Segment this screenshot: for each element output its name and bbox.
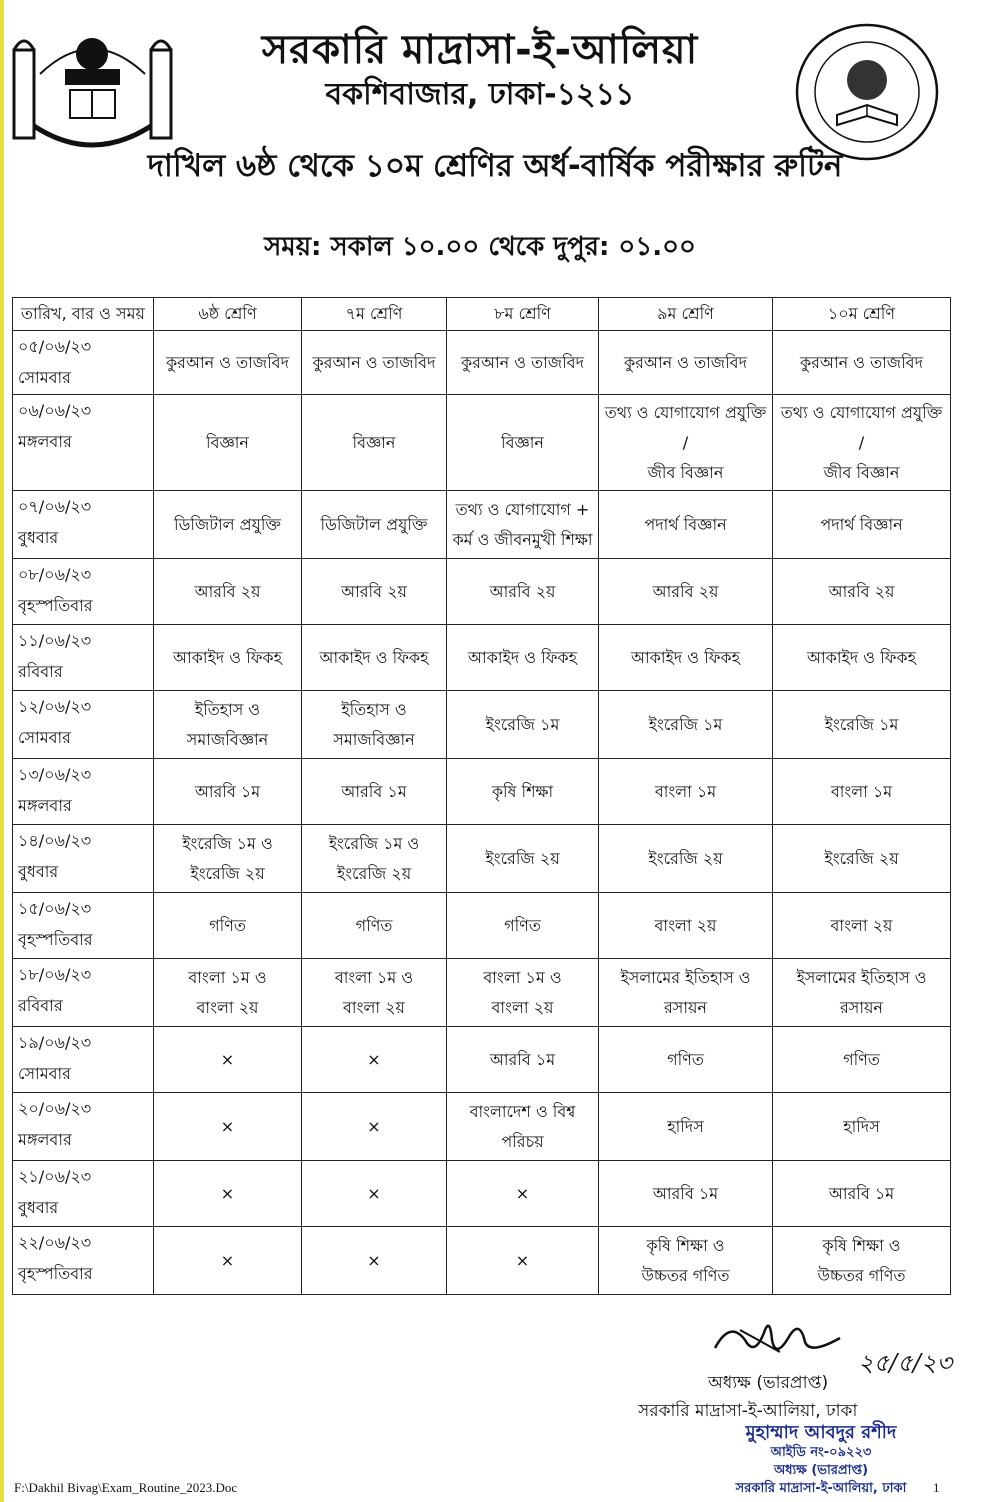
- exam-day: সোমবার: [18, 1064, 71, 1083]
- subject-cell-class-7: ×: [302, 1093, 447, 1161]
- subject-cell-class-9: পদার্থ বিজ্ঞান: [599, 491, 773, 559]
- subject-cell-class-6: ইংরেজি ১ম ও ইংরেজি ২য়: [154, 825, 302, 893]
- exam-day: মঙ্গলবার: [18, 796, 72, 815]
- subject-cell-class-6: ×: [154, 1027, 302, 1093]
- table-row: [13, 691, 951, 759]
- subject-cell-class-10: কৃষি শিক্ষা ও উচ্চতর গণিত: [773, 1227, 951, 1295]
- exam-timing: সময়: সকাল ১০.০০ থেকে দুপুর: ০১.০০: [264, 232, 696, 262]
- subject-cell-class-8: বাংলাদেশ ও বিশ্ব পরিচয়: [447, 1093, 599, 1161]
- subject-cell-class-7: আকাইদ ও ফিকহ: [302, 625, 447, 691]
- subject-cell-class-6: আকাইদ ও ফিকহ: [154, 625, 302, 691]
- exam-day: বুধবার: [18, 528, 59, 547]
- date-cell: [13, 1161, 154, 1227]
- exam-day: সোমবার: [18, 368, 71, 387]
- subject-cell-class-10: ইসলামের ইতিহাস ও রসায়ন: [773, 959, 951, 1027]
- subject-cell-class-7: ডিজিটাল প্রযুক্তি: [302, 491, 447, 559]
- subject-cell-class-10: হাদিস: [773, 1093, 951, 1161]
- subject-cell-class-10: আরবি ২য়: [773, 559, 951, 625]
- exam-day: বৃহস্পতিবার: [18, 596, 93, 615]
- signatory-institution: সরকারি মাদ্রাসা-ই-আলিয়া, ঢাকা: [638, 1401, 858, 1421]
- date-cell: [13, 559, 154, 625]
- exam-day: মঙ্গলবার: [18, 1130, 72, 1149]
- signature-date: ২৫/৫/২৩: [858, 1349, 953, 1377]
- subject-cell-class-8: আরবি ১ম: [447, 1027, 599, 1093]
- date-cell: [13, 825, 154, 893]
- institution-address: বকশিবাজার, ঢাকা-১২১১: [325, 77, 635, 112]
- subject-cell-class-10: ইংরেজি ২য়: [773, 825, 951, 893]
- table-header-row: [13, 298, 951, 331]
- date-cell: [13, 759, 154, 825]
- date-cell: [13, 893, 154, 959]
- date-cell: [13, 1227, 154, 1295]
- exam-day: রবিবার: [18, 662, 63, 681]
- exam-date: ০৫/০৬/২৩: [18, 337, 92, 356]
- date-cell: [13, 959, 154, 1027]
- page-number: 1: [933, 1480, 940, 1495]
- subject-cell-class-6: ×: [154, 1227, 302, 1295]
- exam-date: ১৩/০৬/২৩: [18, 765, 92, 784]
- subject-cell-class-6: ইতিহাস ও সমাজবিজ্ঞান: [154, 691, 302, 759]
- subject-cell-class-7: আরবি ১ম: [302, 759, 447, 825]
- exam-date: ২০/০৬/২৩: [18, 1099, 92, 1118]
- subject-cell-class-10: তথ্য ও যোগাযোগ প্রযুক্তি / জীব বিজ্ঞান: [773, 395, 951, 491]
- document-header: [0, 0, 986, 280]
- subject-cell-class-10: পদার্থ বিজ্ঞান: [773, 491, 951, 559]
- subject-cell-class-7: ×: [302, 1027, 447, 1093]
- subject-cell-class-8: ×: [447, 1161, 599, 1227]
- header-class-8: ৮ম শ্রেণি: [447, 298, 599, 331]
- signatory-role: অধ্যক্ষ (ভারপ্রাপ্ত): [708, 1373, 829, 1393]
- table-row: [13, 1093, 951, 1161]
- table-row: [13, 1227, 951, 1295]
- subject-cell-class-6: আরবি ১ম: [154, 759, 302, 825]
- subject-cell-class-9: ইংরেজি ১ম: [599, 691, 773, 759]
- subject-cell-class-8: আরবি ২য়: [447, 559, 599, 625]
- table-row: [13, 625, 951, 691]
- subject-cell-class-6: আরবি ২য়: [154, 559, 302, 625]
- subject-cell-class-8: গণিত: [447, 893, 599, 959]
- subject-cell-class-9: তথ্য ও যোগাযোগ প্রযুক্তি / জীব বিজ্ঞান: [599, 395, 773, 491]
- subject-cell-class-9: ইংরেজি ২য়: [599, 825, 773, 893]
- document-subject: দাখিল ৬ষ্ঠ থেকে ১০ম শ্রেণির অর্ধ-বার্ষিক পরীক্ষার রুটিন: [147, 148, 843, 184]
- stamp-role: অধ্যক্ষ (ভারপ্রাপ্ত): [773, 1463, 869, 1478]
- subject-cell-class-10: গণিত: [773, 1027, 951, 1093]
- subject-cell-class-9: আরবি ২য়: [599, 559, 773, 625]
- subject-cell-class-9: কৃষি শিক্ষা ও উচ্চতর গণিত: [599, 1227, 773, 1295]
- subject-cell-class-9: ইসলামের ইতিহাস ও রসায়ন: [599, 959, 773, 1027]
- subject-cell-class-10: ইংরেজি ১ম: [773, 691, 951, 759]
- subject-cell-class-6: ×: [154, 1093, 302, 1161]
- exam-day: বৃহস্পতিবার: [18, 930, 93, 949]
- table-row: [13, 759, 951, 825]
- subject-cell-class-8: ইংরেজি ১ম: [447, 691, 599, 759]
- table-row: [13, 559, 951, 625]
- subject-cell-class-8: বিজ্ঞান: [447, 395, 599, 491]
- subject-cell-class-9: কুরআন ও তাজবিদ: [599, 331, 773, 395]
- exam-day: বৃহস্পতিবার: [18, 1264, 93, 1283]
- subject-cell-class-10: কুরআন ও তাজবিদ: [773, 331, 951, 395]
- subject-cell-class-8: কুরআন ও তাজবিদ: [447, 331, 599, 395]
- subject-cell-class-7: গণিত: [302, 893, 447, 959]
- official-stamp: [696, 1422, 946, 1498]
- table-row: [13, 1161, 951, 1227]
- table-row: [13, 331, 951, 395]
- table-row: [13, 395, 951, 491]
- exam-date: ০৮/০৬/২৩: [18, 565, 92, 584]
- subject-cell-class-7: বিজ্ঞান: [302, 395, 447, 491]
- date-cell: [13, 1027, 154, 1093]
- subject-cell-class-7: কুরআন ও তাজবিদ: [302, 331, 447, 395]
- header-date: তারিখ, বার ও সময়: [13, 298, 154, 331]
- subject-cell-class-10: আকাইদ ও ফিকহ: [773, 625, 951, 691]
- exam-date: ২২/০৬/২৩: [18, 1233, 92, 1252]
- file-path: F:\Dakhil Bivag\Exam_Routine_2023.Doc: [14, 1480, 238, 1495]
- subject-cell-class-9: হাদিস: [599, 1093, 773, 1161]
- date-cell: [13, 1093, 154, 1161]
- subject-cell-class-7: আরবি ২য়: [302, 559, 447, 625]
- subject-cell-class-10: বাংলা ২য়: [773, 893, 951, 959]
- subject-cell-class-9: গণিত: [599, 1027, 773, 1093]
- date-cell: [13, 625, 154, 691]
- date-cell: [13, 395, 154, 491]
- date-cell: [13, 331, 154, 395]
- stamp-name: মুহাম্মাদ আবদুর রশীদ: [745, 1422, 897, 1443]
- subject-cell-class-6: ×: [154, 1161, 302, 1227]
- subject-cell-class-6: গণিত: [154, 893, 302, 959]
- exam-date: ২১/০৬/২৩: [18, 1167, 92, 1186]
- exam-day: রবিবার: [18, 996, 63, 1015]
- table-row: [13, 1027, 951, 1093]
- table-row: [13, 893, 951, 959]
- stamp-institution: সরকারি মাদ্রাসা-ই-আলিয়া, ঢাকা: [735, 1481, 907, 1496]
- header-class-9: ৯ম শ্রেণি: [599, 298, 773, 331]
- subject-cell-class-7: ×: [302, 1161, 447, 1227]
- exam-date: ১৪/০৬/২৩: [18, 831, 92, 850]
- subject-cell-class-9: বাংলা ২য়: [599, 893, 773, 959]
- date-cell: [13, 491, 154, 559]
- exam-date: ০৭/০৬/২৩: [18, 497, 92, 516]
- subject-cell-class-10: আরবি ১ম: [773, 1161, 951, 1227]
- subject-cell-class-7: বাংলা ১ম ও বাংলা ২য়: [302, 959, 447, 1027]
- subject-cell-class-9: আরবি ১ম: [599, 1161, 773, 1227]
- subject-cell-class-8: ×: [447, 1227, 599, 1295]
- table-row: [13, 491, 951, 559]
- exam-day: সোমবার: [18, 728, 71, 747]
- subject-cell-class-6: বিজ্ঞান: [154, 395, 302, 491]
- stamp-id: আইডি নং-০৯২২৩: [770, 1445, 872, 1460]
- subject-cell-class-6: ডিজিটাল প্রযুক্তি: [154, 491, 302, 559]
- subject-cell-class-10: বাংলা ১ম: [773, 759, 951, 825]
- signature-block: [600, 1310, 980, 1502]
- principal-signature: [710, 1310, 850, 1365]
- table-row: [13, 959, 951, 1027]
- subject-cell-class-8: ইংরেজি ২য়: [447, 825, 599, 893]
- subject-cell-class-8: কৃষি শিক্ষা: [447, 759, 599, 825]
- institution-name: সরকারি মাদ্রাসা-ই-আলিয়া: [261, 27, 699, 73]
- subject-cell-class-8: আকাইদ ও ফিকহ: [447, 625, 599, 691]
- subject-cell-class-6: কুরআন ও তাজবিদ: [154, 331, 302, 395]
- exam-date: ১২/০৬/২৩: [18, 697, 92, 716]
- exam-day: বুধবার: [18, 1198, 59, 1217]
- exam-date: ১৯/০৬/২৩: [18, 1033, 92, 1052]
- subject-cell-class-8: তথ্য ও যোগাযোগ + কর্ম ও জীবনমুখী শিক্ষা: [447, 491, 599, 559]
- date-cell: [13, 691, 154, 759]
- subject-cell-class-9: বাংলা ১ম: [599, 759, 773, 825]
- table-row: [13, 825, 951, 893]
- exam-day: মঙ্গলবার: [18, 432, 72, 451]
- exam-date: ১৫/০৬/২৩: [18, 899, 92, 918]
- header-class-10: ১০ম শ্রেণি: [773, 298, 951, 331]
- subject-cell-class-7: ইতিহাস ও সমাজবিজ্ঞান: [302, 691, 447, 759]
- exam-routine-table: [12, 297, 951, 1295]
- subject-cell-class-7: ইংরেজি ১ম ও ইংরেজি ২য়: [302, 825, 447, 893]
- header-class-7: ৭ম শ্রেণি: [302, 298, 447, 331]
- subject-cell-class-6: বাংলা ১ম ও বাংলা ২য়: [154, 959, 302, 1027]
- exam-date: ১৮/০৬/২৩: [18, 965, 92, 984]
- subject-cell-class-8: বাংলা ১ম ও বাংলা ২য়: [447, 959, 599, 1027]
- exam-day: বুধবার: [18, 862, 59, 881]
- exam-date: ১১/০৬/২৩: [18, 631, 92, 650]
- subject-cell-class-7: ×: [302, 1227, 447, 1295]
- exam-date: ০৬/০৬/২৩: [18, 401, 92, 420]
- header-class-6: ৬ষ্ঠ শ্রেণি: [154, 298, 302, 331]
- subject-cell-class-9: আকাইদ ও ফিকহ: [599, 625, 773, 691]
